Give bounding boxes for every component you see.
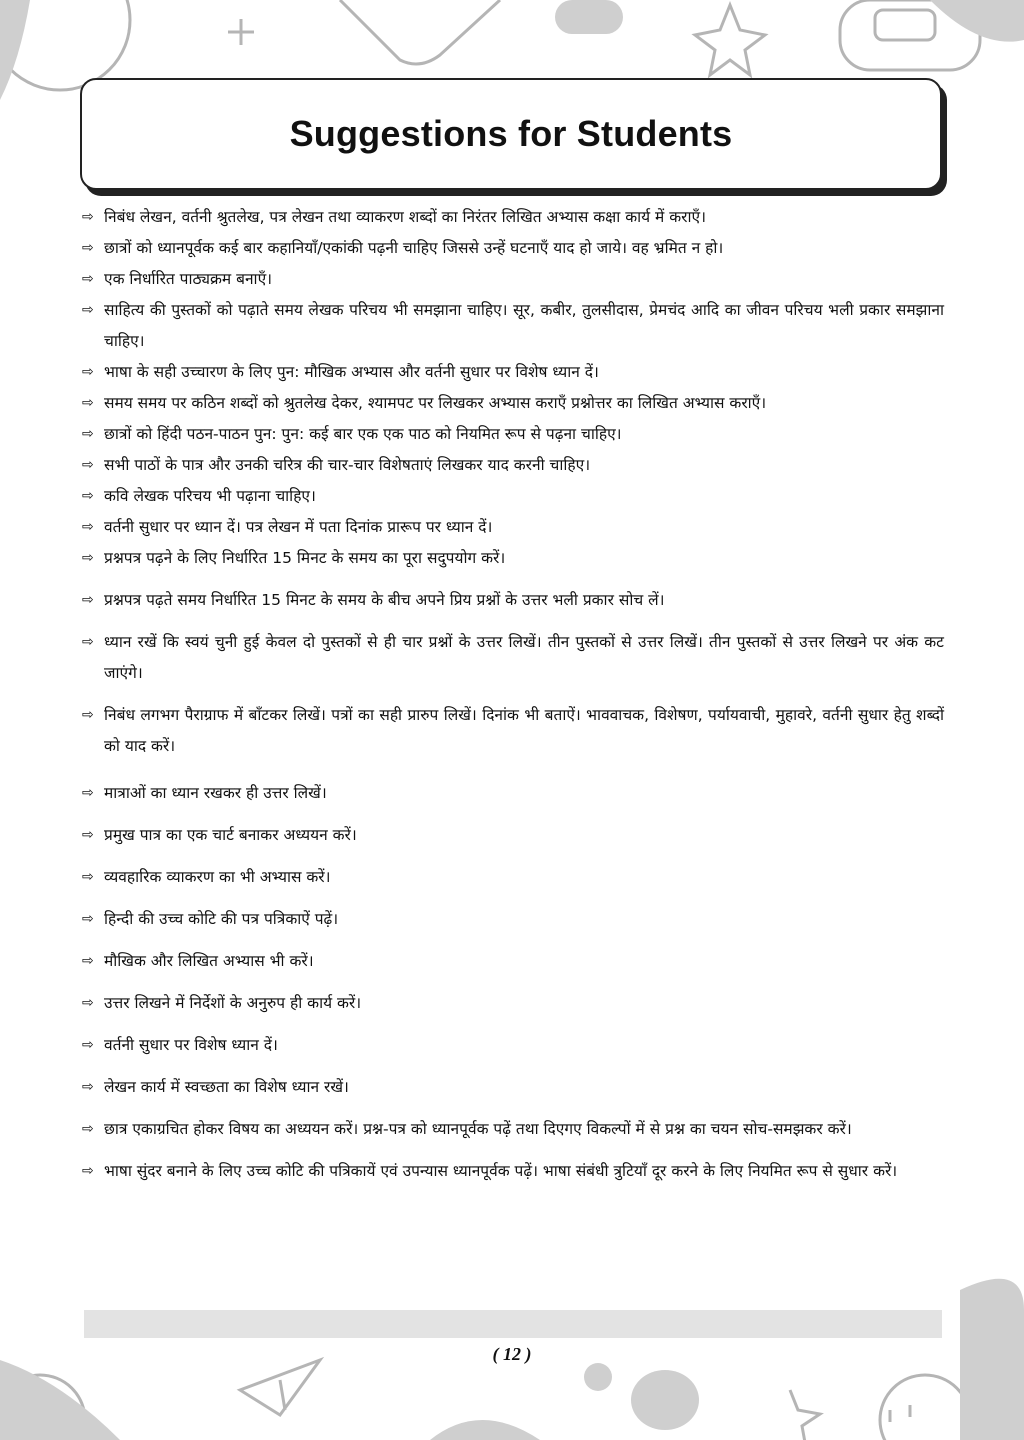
list-item (82, 233, 944, 264)
list-item-text: मौखिक और लिखित अभ्यास भी करें। (104, 952, 314, 970)
list-item-text: हिन्दी की उच्च कोटि की पत्र पत्रिकाऐं पढ़ें। (104, 910, 339, 928)
arrow-right-outline-icon: ⇨ (82, 426, 94, 442)
list-item (82, 512, 944, 543)
list-item (82, 946, 944, 977)
list-item (82, 862, 944, 893)
arrow-right-outline-icon: ⇨ (82, 488, 94, 504)
list-item (82, 419, 944, 450)
list-item-text: छात्रों को हिंदी पठन-पाठन पुन: पुन: कई बार एक एक पाठ को नियमित रूप से पढ़ना चाहिए। (104, 425, 622, 443)
list-item (82, 585, 944, 616)
arrow-right-outline-icon: ⇨ (82, 634, 94, 650)
list-item-text: भाषा सुंदर बनाने के लिए उच्च कोटि की पत्रिकायें एवं उपन्यास ध्यानपूर्वक पढ़ें। भाषा संबंधी त्रुटियाँ दूर करने के लिए नियमित रूप से सुधार करें। (104, 1162, 898, 1180)
arrow-right-outline-icon: ⇨ (82, 240, 94, 256)
list-item-text: छात्रों को ध्यानपूर्वक कई बार कहानियाँ/एकांकी पढ़नी चाहिए जिससे उन्हें घटनाएँ याद हो जाये। वह भ्रमित न हो। (104, 239, 724, 257)
list-item (82, 202, 944, 233)
list-item-text: प्रश्नपत्र पढ़ने के लिए निर्धारित 15 मिनट के समय का पूरा सदुपयोग करें। (104, 549, 506, 567)
arrow-right-outline-icon: ⇨ (82, 519, 94, 535)
arrow-right-outline-icon: ⇨ (82, 1121, 94, 1137)
arrow-right-outline-icon: ⇨ (82, 869, 94, 885)
arrow-right-outline-icon: ⇨ (82, 364, 94, 380)
list-item (82, 627, 944, 689)
arrow-right-outline-icon: ⇨ (82, 271, 94, 287)
arrow-right-outline-icon: ⇨ (82, 911, 94, 927)
list-item (82, 357, 944, 388)
list-item (82, 1030, 944, 1061)
list-item (82, 388, 944, 419)
list-item-text: छात्र एकाग्रचित होकर विषय का अध्ययन करें। प्रश्न-पत्र को ध्यानपूर्वक पढ़ें तथा दिएगए विकल्पों में से प्रश्न का चयन सोच-समझकर करें। (104, 1120, 852, 1138)
list-item-text: निबंध लेखन, वर्तनी श्रुतलेख, पत्र लेखन तथा व्याकरण शब्दों का निरंतर लिखित अभ्यास कक्षा कार्य में कराएँ। (104, 208, 706, 226)
arrow-right-outline-icon: ⇨ (82, 707, 94, 723)
list-item-text: उत्तर लिखने में निर्देशों के अनुरुप ही कार्य करें। (104, 994, 362, 1012)
list-item-text: सभी पाठों के पात्र और उनकी चरित्र की चार-चार विशेषताएं लिखकर याद करनी चाहिए। (104, 456, 591, 474)
list-item (82, 264, 944, 295)
list-item-text: समय समय पर कठिन शब्दों को श्रुतलेख देकर, श्यामपट पर लिखकर अभ्यास कराएँ प्रश्नोत्तर का लिखित अभ्यास कराएँ। (104, 394, 767, 412)
list-item (82, 904, 944, 935)
list-item (82, 700, 944, 762)
arrow-right-outline-icon: ⇨ (82, 209, 94, 225)
arrow-right-outline-icon: ⇨ (82, 550, 94, 566)
arrow-right-outline-icon: ⇨ (82, 592, 94, 608)
arrow-right-outline-icon: ⇨ (82, 995, 94, 1011)
list-item (82, 543, 944, 574)
list-item-text: निबंध लगभग पैराग्राफ में बाँटकर लिखें। पत्रों का सही प्रारुप लिखें। दिनांक भी बताऐं। भाववाचक, विशेषण, पर्यायवाची, मुहावरे, वर्तनी सुधार हेतु शब्दों को याद करें। (104, 706, 944, 755)
arrow-right-outline-icon: ⇨ (82, 1163, 94, 1179)
list-item (82, 450, 944, 481)
list-item-text: वर्तनी सुधार पर विशेष ध्यान दें। (104, 1036, 278, 1054)
arrow-right-outline-icon: ⇨ (82, 785, 94, 801)
list-item-text: ध्यान रखें कि स्वयं चुनी हुई केवल दो पुस्तकों से ही चार प्रश्नों के उत्तर लिखें। तीन पुस्तकों से उत्तर लिखें। तीन पुस्तकों से उत्तर लिखने पर अंक कट जाएंगे। (104, 633, 944, 682)
list-item (82, 778, 944, 809)
list-item (82, 1156, 944, 1187)
list-item-text: मात्राओं का ध्यान रखकर ही उत्तर लिखें। (104, 784, 327, 802)
arrow-right-outline-icon: ⇨ (82, 302, 94, 318)
list-item-text: प्रश्नपत्र पढ़ते समय निर्धारित 15 मिनट के समय के बीच अपने प्रिय प्रश्नों के उत्तर भली प्रकार सोच लें। (104, 591, 665, 609)
list-item-text: एक निर्धारित पाठ्यक्रम बनाएँ। (104, 270, 273, 288)
list-item (82, 1114, 944, 1145)
list-item-text: प्रमुख पात्र का एक चार्ट बनाकर अध्ययन करें। (104, 826, 357, 844)
suggestions-list (82, 202, 944, 1187)
footer-bar (84, 1310, 942, 1338)
title-box (80, 78, 942, 190)
list-item (82, 820, 944, 851)
list-item (82, 1072, 944, 1103)
list-item-text: लेखन कार्य में स्वच्छता का विशेष ध्यान रखें। (104, 1078, 349, 1096)
arrow-right-outline-icon: ⇨ (82, 457, 94, 473)
list-item-text: कवि लेखक परिचय भी पढ़ाना चाहिए। (104, 487, 316, 505)
list-item-text: भाषा के सही उच्चारण के लिए पुन: मौखिक अभ्यास और वर्तनी सुधार पर विशेष ध्यान दें। (104, 363, 599, 381)
list-item-text: साहित्य की पुस्तकों को पढ़ाते समय लेखक परिचय भी समझाना चाहिए। सूर, कबीर, तुलसीदास, प्रेमचंद आदि का जीवन परिचय भली प्रकार समझाना चाहिए। (104, 301, 944, 350)
list-item (82, 988, 944, 1019)
arrow-right-outline-icon: ⇨ (82, 1079, 94, 1095)
page-title: Suggestions for Students (289, 113, 733, 154)
list-item (82, 481, 944, 512)
list-item (82, 295, 944, 357)
arrow-right-outline-icon: ⇨ (82, 1037, 94, 1053)
arrow-right-outline-icon: ⇨ (82, 953, 94, 969)
arrow-right-outline-icon: ⇨ (82, 395, 94, 411)
arrow-right-outline-icon: ⇨ (82, 827, 94, 843)
list-item-text: व्यवहारिक व्याकरण का भी अभ्यास करें। (104, 868, 331, 886)
page-number: ( 12 ) (492, 1344, 532, 1364)
list-item-text: वर्तनी सुधार पर ध्यान दें। पत्र लेखन में पता दिनांक प्रारूप पर ध्यान दें। (104, 518, 493, 536)
